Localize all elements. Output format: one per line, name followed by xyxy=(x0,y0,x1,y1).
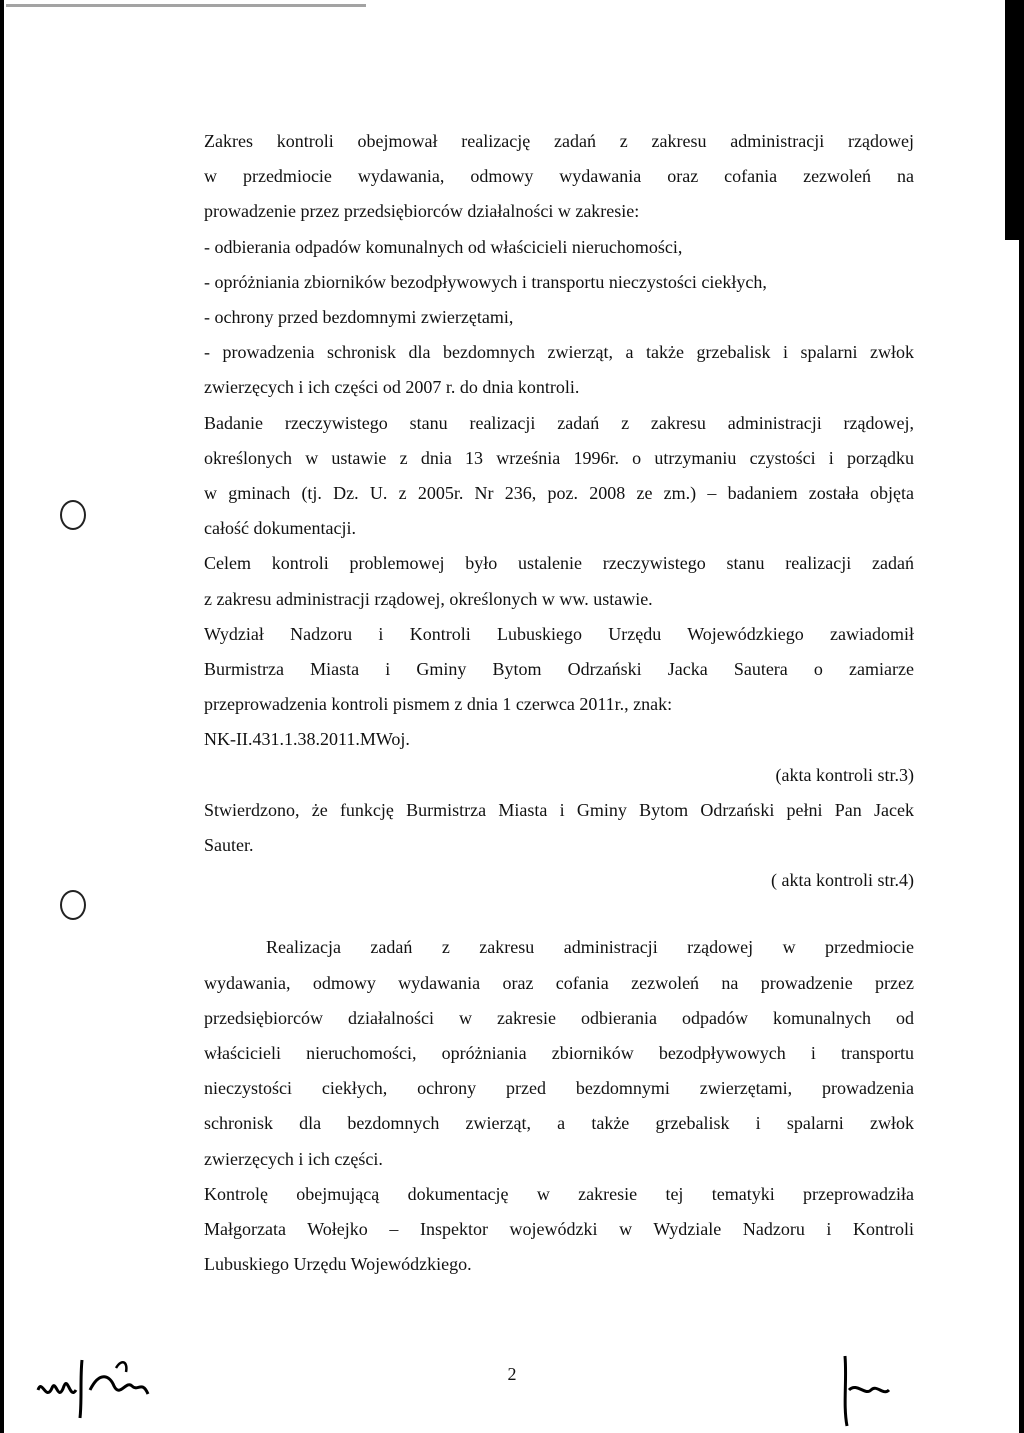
text-line: Realizacja zadań z zakresu administracji rządowej w przedmiocie xyxy=(266,937,914,958)
text-line: - opróżniania zbiorników bezodpływowych i transportu nieczystości ciekłych, xyxy=(204,271,767,292)
text-line: w przedmiocie wydawania, odmowy wydawania oraz cofania zezwoleń na xyxy=(204,166,914,187)
paragraph-goal xyxy=(204,546,914,616)
punch-hole-upper xyxy=(60,500,86,530)
text-line: schronisk dla bezdomnych zwierząt, a także grzebalisk i spalarni zwłok xyxy=(204,1113,914,1134)
paragraph-scope xyxy=(204,124,914,230)
list-item xyxy=(204,335,914,405)
text-line: nieczystości ciekłych, ochrony przed bezdomnymi zwierzętami, prowadzenia xyxy=(204,1078,914,1099)
text-line: wydawania, odmowy wydawania oraz cofania zezwoleń na prowadzenie przez xyxy=(204,972,914,993)
files-reference-1: (akta kontroli str.3) xyxy=(775,764,914,785)
scan-edge-left xyxy=(0,0,4,1433)
text-line: przeprowadzenia kontroli pismem z dnia 1 czerwca 2011r., znak: xyxy=(204,694,673,715)
text-line: - odbierania odpadów komunalnych od właścicieli nieruchomości, xyxy=(204,236,683,257)
signature-right xyxy=(835,1350,895,1430)
text-line: całość dokumentacji. xyxy=(204,518,356,539)
text-line: prowadzenie przez przedsiębiorców działalności w zakresie: xyxy=(204,201,640,222)
text-line: przedsiębiorców działalności w zakresie odbierania odpadów komunalnych od xyxy=(204,1007,914,1028)
text-line: zwierzęcych i ich części. xyxy=(204,1148,383,1169)
page-number: 2 xyxy=(507,1364,517,1384)
text-line: Zakres kontroli obejmował realizację zadań z zakresu administracji rządowej xyxy=(204,131,914,151)
text-line: Celem kontroli problemowej było ustalenie rzeczywistego stanu realizacji zadań xyxy=(204,553,914,574)
text-line: Lubuskiego Urzędu Wojewódzkiego. xyxy=(204,1254,472,1275)
punch-hole-lower xyxy=(60,890,86,920)
text-line: zwierzęcych i ich części od 2007 r. do dnia kontroli. xyxy=(204,377,580,398)
text-line: - prowadzenia schronisk dla bezdomnych zwierząt, a także grzebalisk i spalarni zwłok xyxy=(204,342,914,363)
document-body xyxy=(204,124,914,1283)
paragraph-statement xyxy=(204,793,914,863)
scan-top-smudge xyxy=(6,4,366,7)
text-line: z zakresu administracji rządowej, określonych w ww. ustawie. xyxy=(204,588,653,609)
files-reference-2: ( akta kontroli str.4) xyxy=(771,870,914,891)
scan-edge-right-mark xyxy=(1005,0,1019,240)
paragraph-notification xyxy=(204,617,914,758)
text-line: - ochrony przed bezdomnymi zwierzętami, xyxy=(204,307,514,328)
text-line: Sauter. xyxy=(204,835,254,856)
text-line: określonych w ustawie z dnia 13 września 1996r. o utrzymaniu czystości i porządku xyxy=(204,447,914,468)
text-line: Kontrolę obejmującą dokumentację w zakresie tej tematyki przeprowadziła xyxy=(204,1183,914,1204)
list-item xyxy=(204,230,914,265)
signature-left xyxy=(30,1340,170,1420)
text-line: Stwierdzono, że funkcję Burmistrza Miasta i Gminy Bytom Odrzański pełni Pan Jacek xyxy=(204,799,914,820)
paragraph-section-heading xyxy=(204,930,914,1176)
text-line: NK-II.431.1.38.2011.MWoj. xyxy=(204,729,410,750)
text-line: Burmistrza Miasta i Gminy Bytom Odrzański Jacka Sautera o zamiarze xyxy=(204,659,914,680)
text-line: w gminach (tj. Dz. U. z 2005r. Nr 236, poz. 2008 ze zm.) – badaniem została objęta xyxy=(204,483,914,504)
text-line: Wydział Nadzoru i Kontroli Lubuskiego Urzędu Wojewódzkiego zawiadomił xyxy=(204,623,914,644)
paragraph-inspector xyxy=(204,1177,914,1283)
text-line: właścicieli nieruchomości, opróżniania zbiorników bezodpływowych i transportu xyxy=(204,1043,914,1064)
text-line: Badanie rzeczywistego stanu realizacji zadań z zakresu administracji rządowej, xyxy=(204,412,914,433)
section-gap xyxy=(204,898,914,930)
scan-edge-right xyxy=(1019,0,1024,1433)
paragraph-examination xyxy=(204,406,914,547)
list-item xyxy=(204,265,914,300)
list-item xyxy=(204,300,914,335)
text-line: Małgorzata Wołejko – Inspektor wojewódzki w Wydziale Nadzoru i Kontroli xyxy=(204,1219,914,1240)
